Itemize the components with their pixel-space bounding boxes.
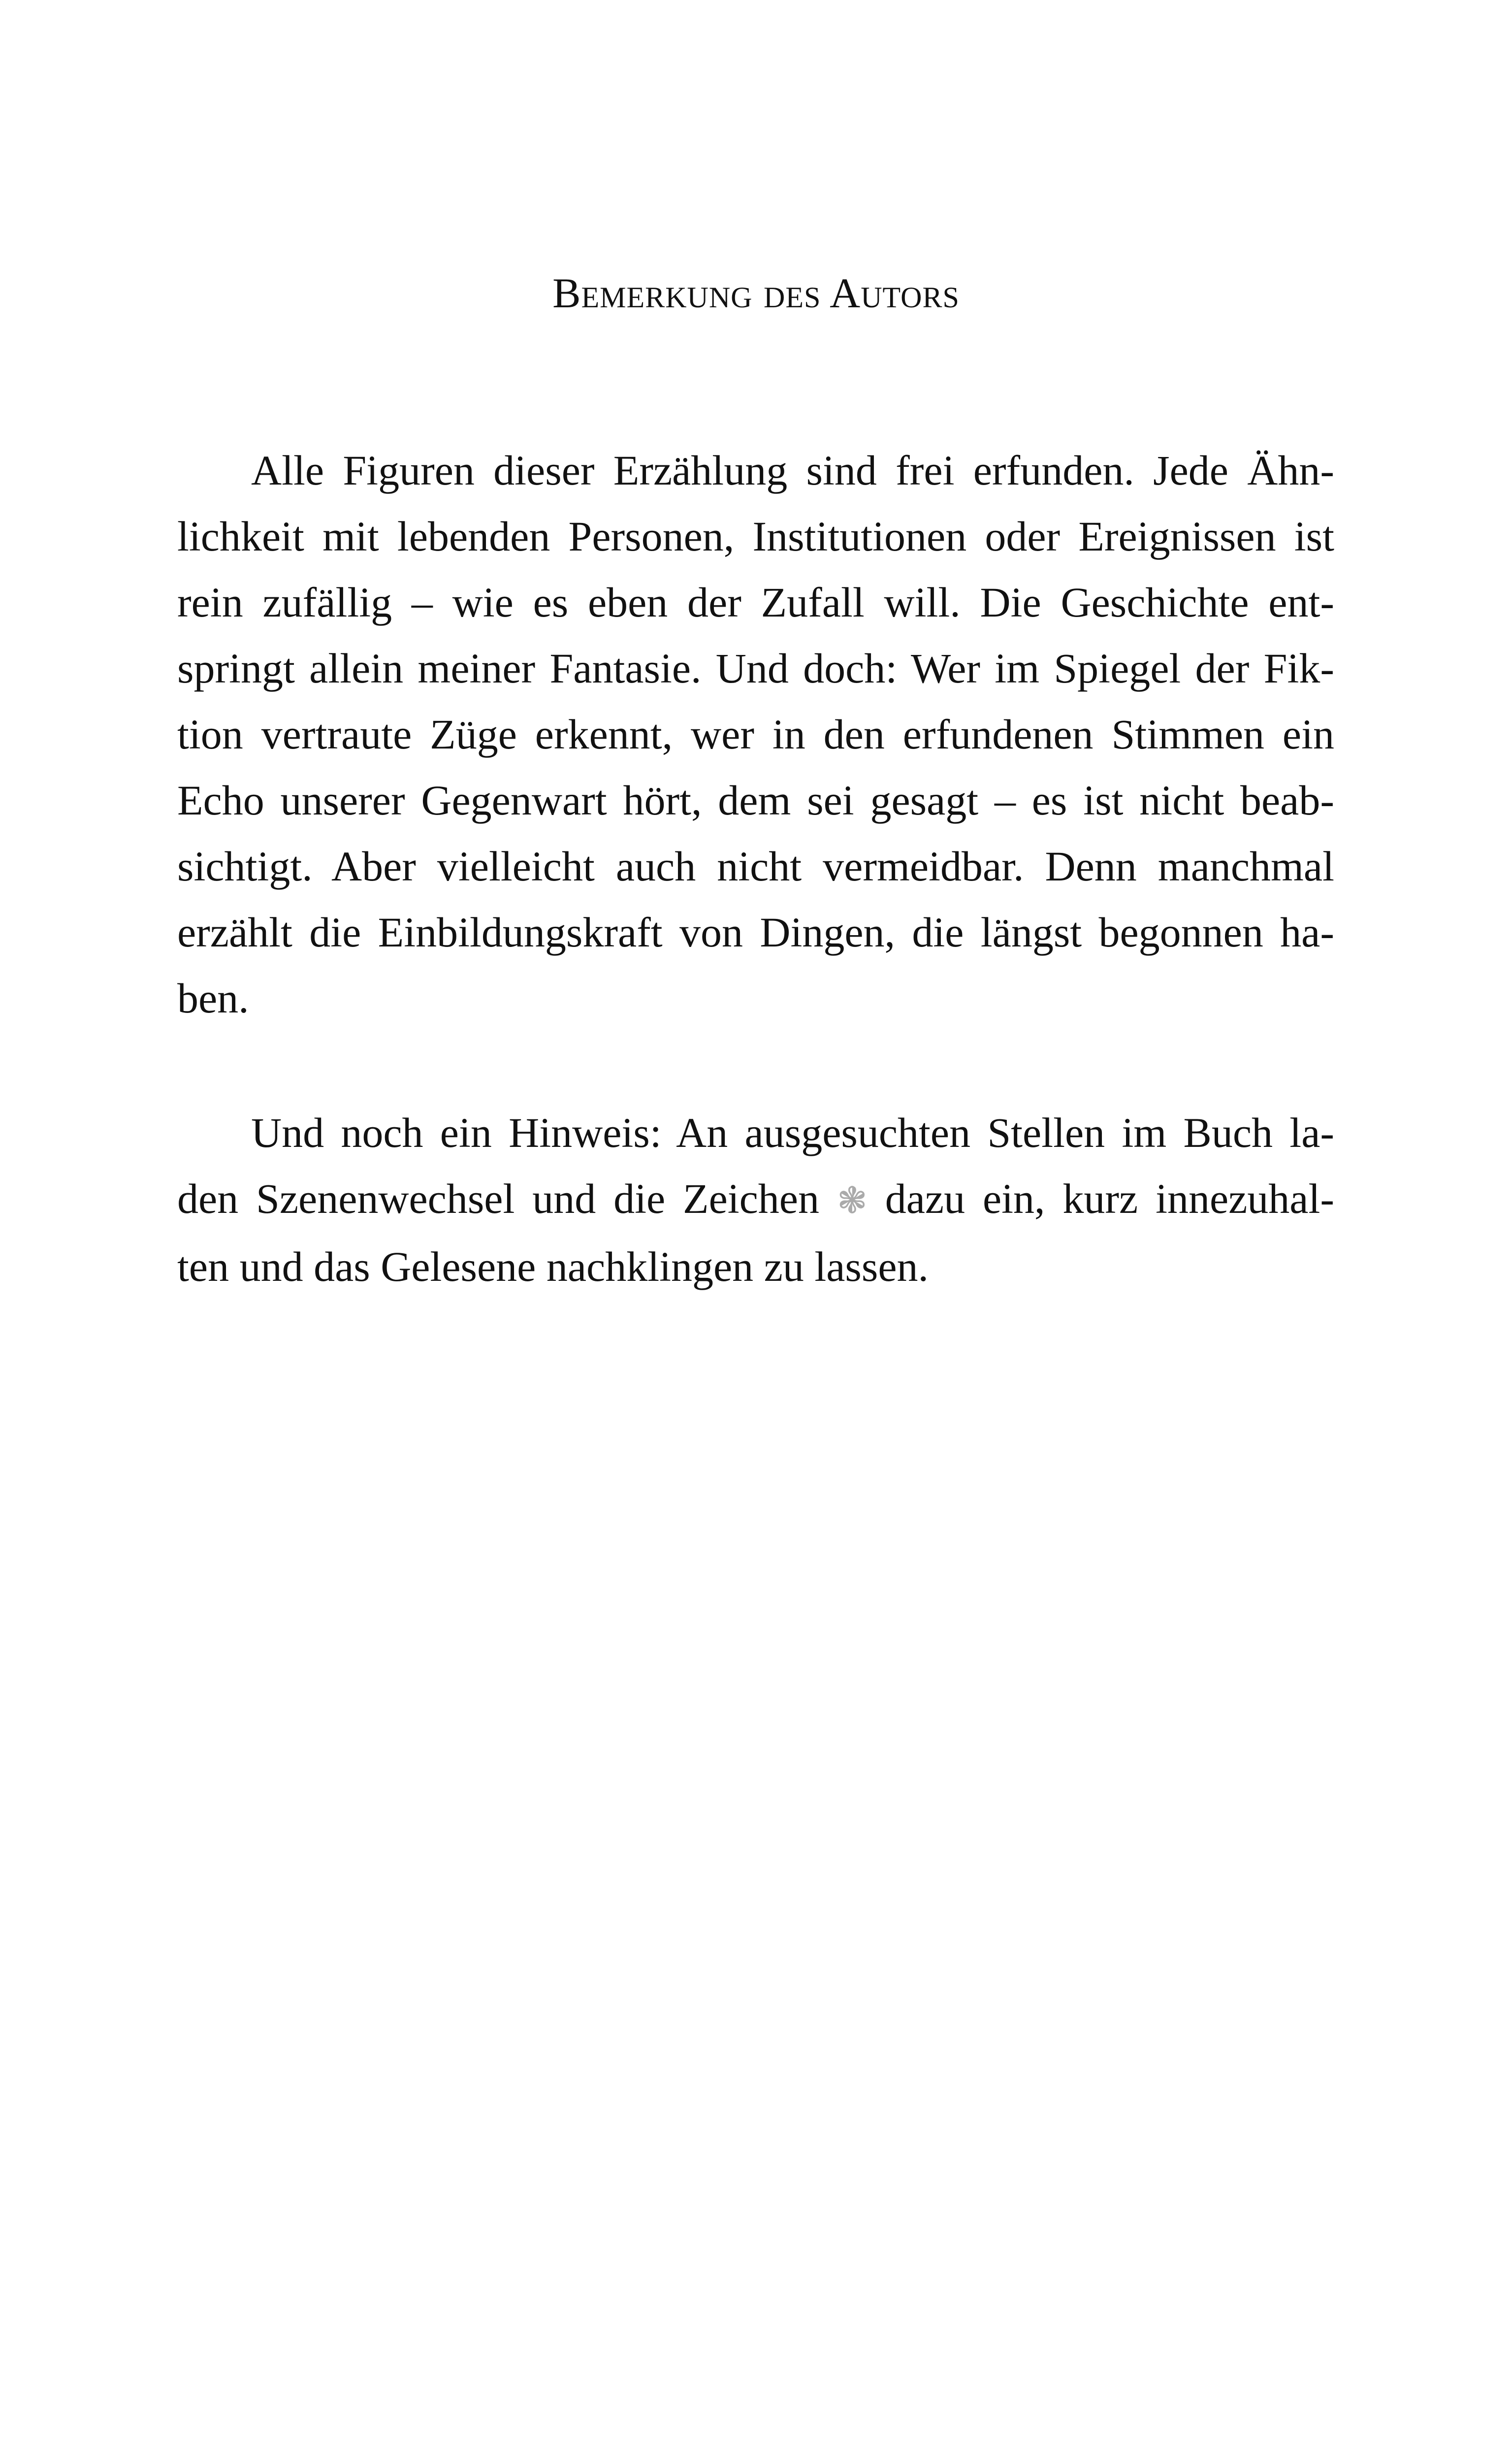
text-line: tion vertraute Züge erkennt, wer in den erfundenen Stimmen ein xyxy=(177,711,1334,758)
text-line: ben. xyxy=(177,975,249,1022)
text-line: springt allein meiner Fantasie. Und doch: Wer im Spiegel der Fik- xyxy=(177,645,1334,692)
text-line: rein zufällig – wie es eben der Zufall will. Die Geschichte ent- xyxy=(177,579,1334,626)
paragraph-disclaimer xyxy=(177,437,1334,1031)
text-line: Alle Figuren dieser Erzählung sind frei erfunden. Jede Ähn- xyxy=(251,447,1334,494)
text-segment: den Szenenwechsel und die Zeichen xyxy=(177,1175,837,1222)
scene-break-symbol-icon: ❃ xyxy=(836,1179,868,1222)
text-line: ten und das Gelesene nachklingen zu lassen. xyxy=(177,1243,929,1290)
paragraph-hint xyxy=(177,1100,1334,1300)
text-line: erzählt die Einbildungskraft von Dingen, die längst begonnen ha- xyxy=(177,909,1334,956)
text-line: sichtigt. Aber vielleicht auch nicht vermeidbar. Denn manchmal xyxy=(177,843,1334,890)
text-line: Echo unserer Gegenwart hört, dem sei gesagt – es ist nicht beab- xyxy=(177,777,1334,824)
page-heading: Bemerkung des Autors xyxy=(552,269,960,317)
text-line: lichkeit mit lebenden Personen, Institutionen oder Ereignissen ist xyxy=(177,513,1334,560)
text-segment: dazu ein, kurz innezuhal- xyxy=(867,1175,1335,1222)
text-line xyxy=(177,1166,1334,1234)
text-line: Und noch ein Hinweis: An ausgesuchten Stellen im Buch la- xyxy=(251,1109,1334,1156)
